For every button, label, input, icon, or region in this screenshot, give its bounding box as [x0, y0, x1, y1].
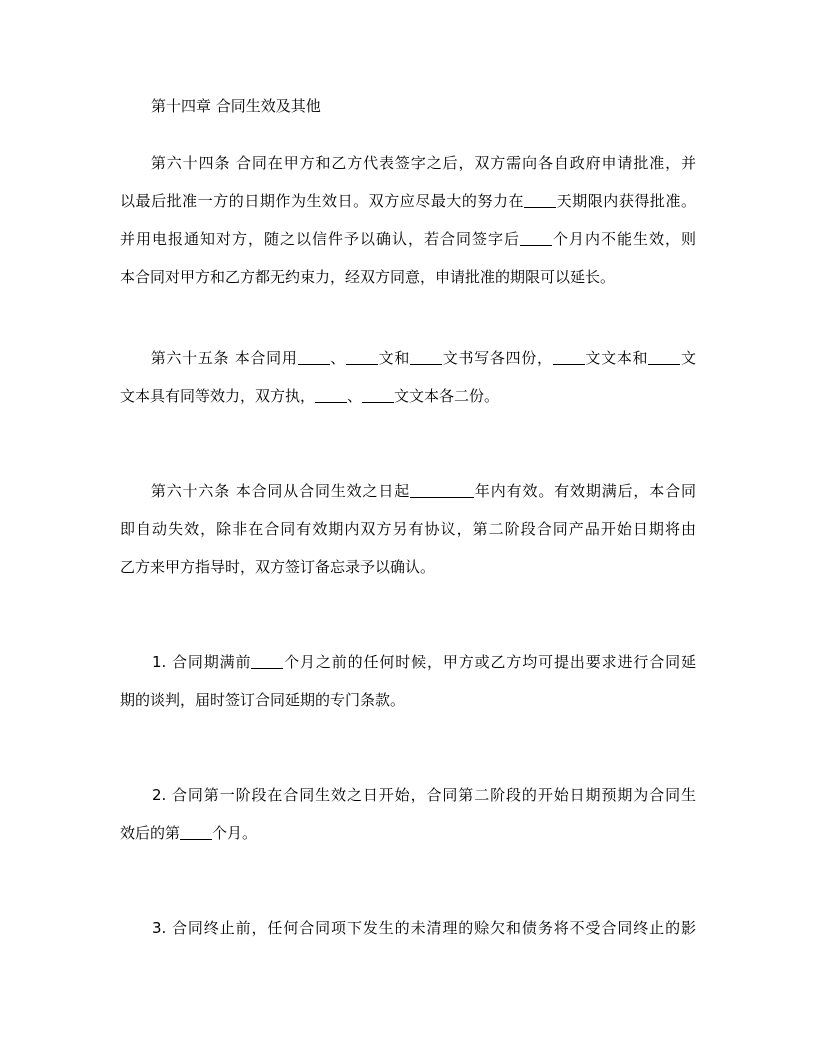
article-65-text-1d: 文书写各四份， [442, 349, 553, 367]
blank-underline [362, 386, 394, 403]
blank-underline [180, 823, 212, 840]
article-65-line-2 [120, 386, 696, 406]
item-2-text-2a: 效后的第 [120, 824, 181, 842]
blank-underline [346, 348, 378, 365]
item-3-text-1: 3. 合同终止前，任何合同项下发生的未清理的赊欠和债务将不受合同终止的影 [152, 919, 696, 937]
chapter-title: 第十四章 合同生效及其他 [151, 97, 321, 115]
article-64-line-4: 本合同对甲方和乙方都无约束力，经双方同意，申请批准的期限可以延长。 [120, 268, 616, 286]
article-65-line-1 [120, 348, 696, 368]
article-66-text-1a: 第六十六条 本合同从合同生效之日起 [150, 482, 411, 500]
item-1-text-1a: 1. 合同期满前 [152, 653, 252, 671]
article-64-text-3b: 个月内不能生效，则 [551, 230, 696, 248]
blank-underline [410, 348, 442, 365]
blank-underline [315, 386, 347, 403]
article-65-text-1e: 文文本和 [584, 349, 649, 367]
item-2-text-1: 2. 合同第一阶段在合同生效之日开始，合同第二阶段的开始日期预期为合同生 [152, 786, 696, 804]
blank-underline [553, 348, 585, 365]
article-66-line-1 [120, 481, 696, 501]
item-1-line-2: 期的谈判，届时签订合同延期的专门条款。 [120, 691, 406, 709]
item-2-line-1 [120, 785, 696, 805]
blank-underline [410, 481, 474, 498]
blank-underline [524, 191, 556, 208]
article-64-line-2 [120, 191, 696, 211]
article-64-line-1 [120, 153, 696, 173]
article-65-text-1b: 、 [329, 349, 346, 367]
item-1-text-1b: 个月之前的任何时候，甲方或乙方均可提出要求进行合同延 [283, 653, 696, 671]
article-66-text-1b: 年内有效。有效期满后，本合同 [474, 482, 696, 500]
article-64-text-2b: 天期限内获得批准。 [556, 192, 696, 210]
article-65-text-1c: 文和 [377, 349, 411, 367]
article-65-text-2b: 、 [347, 387, 363, 405]
item-2-line-2 [120, 823, 696, 843]
article-64-text-3a: 并用电报通知对方，随之以信件予以确认，若合同签字后 [120, 230, 520, 248]
article-66-line-3: 乙方来甲方指导时，双方签订备忘录予以确认。 [120, 558, 436, 576]
blank-underline [251, 652, 283, 669]
article-64-text-1: 第六十四条 合同在甲方和乙方代表签字之后，双方需向各自政府申请批准，并 [150, 154, 696, 172]
blank-underline [648, 348, 680, 365]
item-1-line-1 [120, 652, 696, 672]
article-65-text-2c: 文文本各二份。 [394, 387, 500, 405]
blank-underline [298, 348, 330, 365]
article-65-text-1a: 第六十五条 本合同用 [150, 349, 298, 367]
article-65-text-2a: 文本具有同等效力，双方执， [120, 387, 316, 405]
article-64-text-2a: 以最后批准一方的日期作为生效日。双方应尽最大的努力在 [120, 192, 525, 210]
article-65-text-1f: 文 [680, 349, 696, 367]
blank-underline [520, 229, 552, 246]
article-66-line-2: 即自动失效，除非在合同有效期内双方另有协议，第二阶段合同产品开始日期将由 [120, 520, 696, 538]
item-2-text-2b: 个月。 [212, 824, 258, 842]
item-3-line-1 [120, 918, 696, 938]
article-64-line-3 [120, 229, 696, 249]
